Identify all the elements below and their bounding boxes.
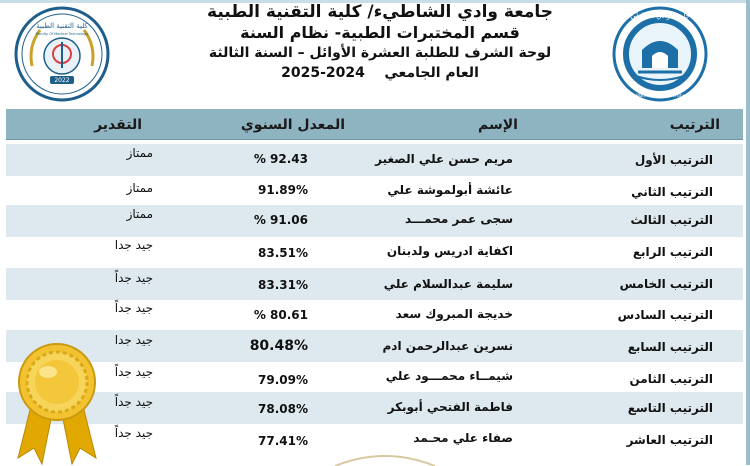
- row-name: صفاء علي محـمد: [413, 431, 513, 445]
- faculty-logo: [14, 6, 110, 102]
- row-grade: ممتاز: [126, 207, 153, 221]
- row-rank: الترتيب السابع: [627, 340, 713, 354]
- row-rank: الترتيب العاشر: [626, 433, 713, 447]
- row-grade: جيد جدا: [114, 238, 153, 252]
- award-ribbon-icon: [12, 340, 102, 465]
- row-rank: الترتيب الرابع: [632, 245, 713, 259]
- row-grade: جيد جداً: [114, 395, 153, 409]
- row-rank: الترتيب الثامن: [629, 372, 713, 386]
- row-average: 91.06 %: [253, 213, 308, 227]
- row-average: 78.08%: [258, 402, 308, 416]
- row-rank: الترتيب التاسع: [627, 401, 713, 415]
- row-name: فاطمة الفتحي أبوبكر: [387, 400, 513, 414]
- logo-left-year: 2022: [54, 77, 70, 84]
- row-average: 91.89%: [258, 183, 308, 197]
- row-average: 83.31%: [258, 278, 308, 292]
- row-grade: ممتاز: [126, 146, 153, 160]
- academic-year-label: العام الجامعي: [384, 65, 479, 81]
- table-row: [6, 237, 743, 269]
- bottom-seal-icon: [330, 452, 440, 466]
- row-average: 77.41%: [258, 434, 308, 448]
- row-name: عائشة أبولموشة علي: [387, 183, 513, 197]
- logo-left-subtitle: Faculty Of Medical Technology: [35, 32, 89, 36]
- row-rank: الترتيب الثالث: [630, 213, 713, 227]
- header-average: المعدل السنوي: [240, 117, 345, 133]
- table-row: [6, 362, 743, 394]
- logo-right-subtitle: Wadi Alshatti University: [636, 93, 684, 98]
- row-name: خديجة المبروك سعد: [395, 307, 513, 321]
- row-rank: الترتيب الأول: [634, 153, 713, 167]
- row-grade: جيد جداً: [114, 301, 153, 315]
- table-row: [6, 144, 743, 176]
- logo-right-title: جامعة وادي الشاطئ: [630, 12, 690, 20]
- row-average: 83.51%: [258, 246, 308, 260]
- university-logo: [612, 6, 708, 102]
- row-rank: الترتيب السادس: [617, 308, 713, 322]
- university-faculty-title: جامعة وادي الشاطيء/ كلية التقنية الطبية: [207, 2, 553, 22]
- table-row: [6, 298, 743, 330]
- row-name: سليمة عبدالسلام علي: [383, 277, 513, 291]
- academic-year-value: 2025-2024: [281, 65, 365, 81]
- table-row: [6, 205, 743, 237]
- logo-left-title: كلية التقنية الطبية: [36, 22, 88, 30]
- row-grade: جيد جدا: [114, 333, 153, 347]
- page-header: [0, 0, 750, 108]
- row-grade: جيد جداً: [114, 271, 153, 285]
- row-grade: جيد جداً: [114, 426, 153, 440]
- row-name: سجى عمر محمـــد: [404, 212, 513, 226]
- table-row: [6, 176, 743, 208]
- row-name: اكفاية ادريس ولدبنان: [386, 244, 513, 258]
- title-block: [205, 0, 555, 83]
- row-grade: جيد جداً: [114, 365, 153, 379]
- row-average: 80.61 %: [253, 308, 308, 322]
- table-row: [6, 392, 743, 424]
- honor-board-title: لوحة الشرف للطلبة العشرة الأوائل – السنة الثالثة: [208, 45, 552, 61]
- row-average: 79.09%: [258, 373, 308, 387]
- row-average: 80.48%: [249, 338, 308, 354]
- row-average: 92.43 %: [253, 152, 308, 166]
- header-grade: التقدير: [94, 117, 142, 133]
- row-name: نسرين عبدالرحمن ادم: [382, 339, 513, 353]
- header-name: الإسم: [478, 117, 518, 133]
- row-name: شيمــاء محمـــود علي: [385, 369, 513, 383]
- row-rank: الترتيب الخامس: [619, 277, 713, 291]
- row-name: مريم حسن علي الصغير: [375, 152, 513, 166]
- row-grade: ممتاز: [126, 181, 153, 195]
- table-row: [6, 268, 743, 300]
- table-row: [6, 330, 743, 362]
- header-rank: الترتيب: [669, 117, 720, 133]
- department-title: قسم المختبرات الطبية- نظام السنة: [240, 23, 520, 42]
- academic-year: [205, 63, 555, 83]
- row-rank: الترتيب الثاني: [631, 185, 713, 199]
